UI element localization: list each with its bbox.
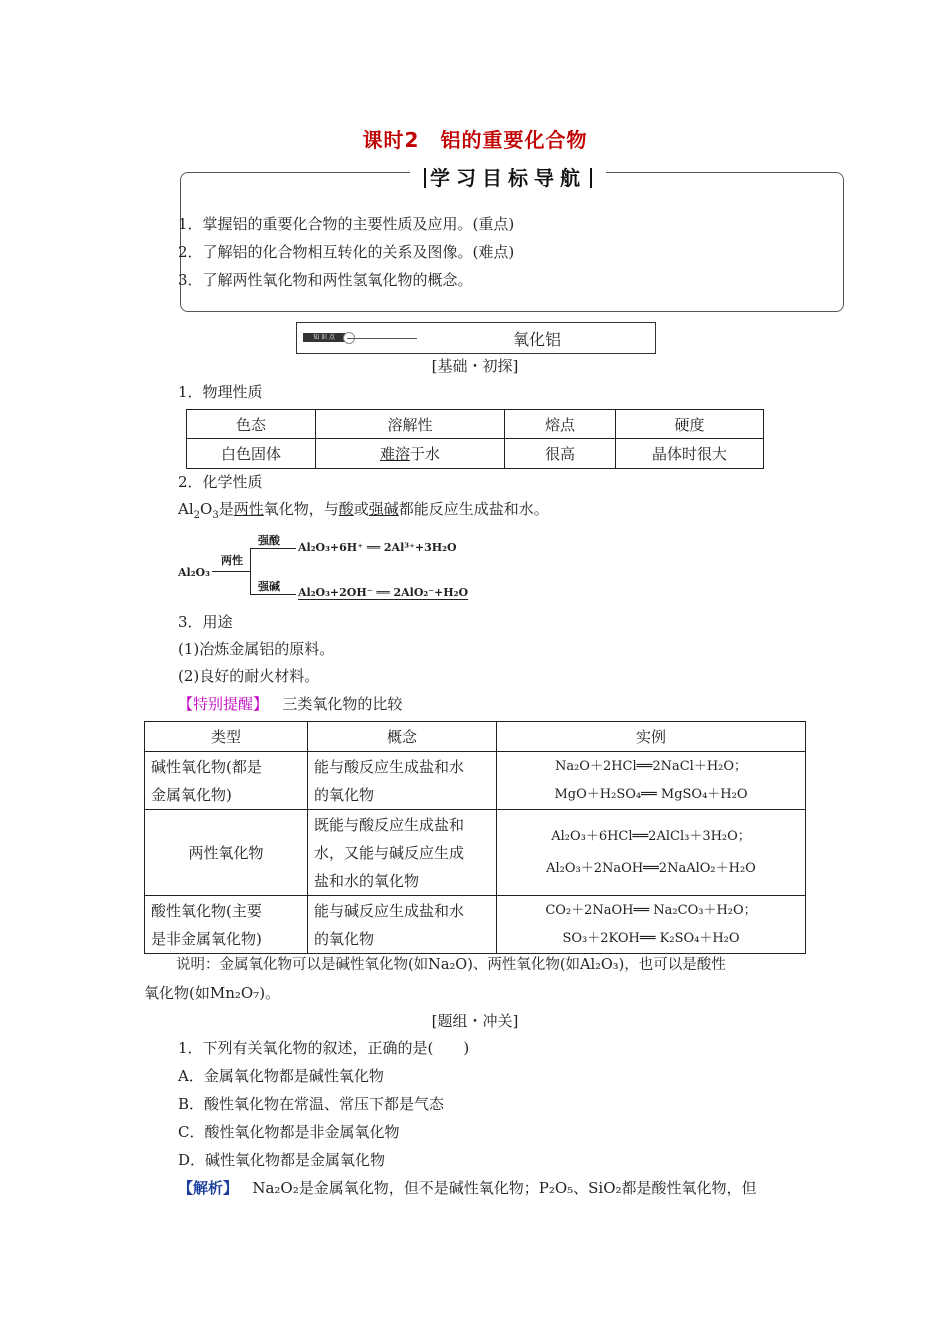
table-cell: 能与碱反应生成盐和水 的氧化物 — [308, 896, 497, 954]
physical-table — [186, 409, 764, 469]
table-cell: 难溶于水 — [316, 439, 505, 469]
diagram-bracket — [250, 548, 251, 594]
table-cell: 能与酸反应生成盐和水 的氧化物 — [308, 752, 497, 810]
chemical-sentence: $Al_2O_3$是两性氧化物，与酸或强碱都能反应生成盐和水。 — [178, 500, 549, 521]
header-cell: 色态 — [187, 410, 316, 439]
diagram-branch-label: 两性 — [221, 554, 243, 567]
header-cell: 溶解性 — [316, 410, 505, 439]
analysis-text: Na₂O₂是金属氧化物，但不是碱性氧化物；P₂O₅、SiO₂都是酸性氧化物，但 — [252, 1179, 757, 1197]
exercise-subhead: [题组・冲关] — [431, 1012, 519, 1030]
knowledge-tag-line — [347, 338, 417, 339]
diagram-acid-label: 强酸 — [258, 534, 280, 547]
option-a: A．金属氧化物都是碱性氧化物 — [178, 1067, 384, 1085]
table-cell: 白色固体 — [187, 439, 316, 469]
use-item: (2)良好的耐火材料。 — [178, 667, 320, 685]
physical-heading: 1．物理性质 — [178, 383, 263, 401]
option-c: C．酸性氧化物都是非金属氧化物 — [178, 1123, 400, 1141]
table-cell: Na₂O＋2HCl══2NaCl＋H₂O； MgO＋H₂SO₄══ MgSO₄＋H₂O — [497, 752, 806, 810]
table-row — [145, 752, 806, 810]
header-cell: 硬度 — [616, 410, 764, 439]
question-text: 1．下列有关氧化物的叙述，正确的是( ) — [178, 1039, 470, 1057]
knowledge-tag: 知 识 点 — [303, 333, 345, 342]
tip-text: 三类氧化物的比较 — [282, 695, 403, 713]
diagram-stem-line — [212, 571, 250, 572]
diagram-reactant: Al₂O₃ — [178, 566, 210, 579]
chemical-heading: 2．化学性质 — [178, 473, 263, 491]
page-title: 课时2 铝的重要化合物 — [362, 128, 588, 152]
knowledge-topic: 氧化铝 — [512, 330, 561, 349]
table-cell: 很高 — [505, 439, 616, 469]
diagram-base-arrow — [250, 594, 296, 595]
acid-equation: Al₂O₃+6H⁺ ══ 2Al³⁺+3H₂O — [298, 541, 457, 554]
header-cell: 类型 — [145, 722, 308, 752]
table-cell: Al₂O₃＋6HCl══2AlCl₃＋3H₂O； Al₂O₃＋2NaOH══2NaAlO₂＋H₂O — [497, 810, 806, 896]
header-cell: 实例 — [497, 722, 806, 752]
table-cell: CO₂＋2NaOH══ Na₂CO₃＋H₂O； SO₃＋2KOH══ K₂SO₄＋H₂O — [497, 896, 806, 954]
option-b: B．酸性氧化物在常温、常压下都是气态 — [178, 1095, 445, 1113]
use-item: (1)冶炼金属铝的原料。 — [178, 640, 335, 658]
base-equation: Al₂O₃+2OH⁻ ══ 2AlO₂⁻+H₂O — [298, 586, 469, 599]
table-row — [145, 810, 806, 896]
tip-label: 【特别提醒】 — [178, 695, 269, 713]
basic-subhead: [基础・初探] — [431, 357, 519, 375]
table-cell: 碱性氧化物(都是 金属氧化物) — [145, 752, 308, 810]
goals-heading: 学习目标导航 — [415, 162, 601, 191]
header-cell: 熔点 — [505, 410, 616, 439]
goal-item: 2．了解铝的化合物相互转化的关系及图像。(难点) — [178, 243, 515, 261]
tip-line — [178, 694, 402, 714]
table-cell: 两性氧化物 — [145, 810, 308, 896]
table-cell: 晶体时很大 — [616, 439, 764, 469]
knowledge-point-box — [296, 322, 656, 354]
option-d: D．碱性氧化物都是金属氧化物 — [178, 1151, 386, 1169]
note-line: 氧化物(如Mn₂O₇)。 — [144, 984, 281, 1002]
goal-item: 1．掌握铝的重要化合物的主要性质及应用。(重点) — [178, 215, 515, 233]
table-row — [145, 896, 806, 954]
table-cell: 既能与酸反应生成盐和 水，又能与碱反应生成 盐和水的氧化物 — [308, 810, 497, 896]
diagram-base-label: 强碱 — [258, 580, 280, 593]
analysis-line — [178, 1178, 757, 1198]
goal-item: 3．了解两性氧化物和两性氢氧化物的概念。 — [178, 271, 473, 289]
analysis-label: 【解析】 — [178, 1179, 239, 1197]
diagram-acid-arrow — [250, 548, 296, 549]
oxide-comparison-table — [144, 721, 806, 954]
header-cell: 概念 — [308, 722, 497, 752]
uses-heading: 3．用途 — [178, 613, 233, 631]
note-line: 说明：金属氧化物可以是碱性氧化物(如Na₂O)、两性氧化物(如Al₂O₃)，也可以是酸性 — [176, 957, 726, 973]
table-cell: 酸性氧化物(主要 是非金属氧化物) — [145, 896, 308, 954]
